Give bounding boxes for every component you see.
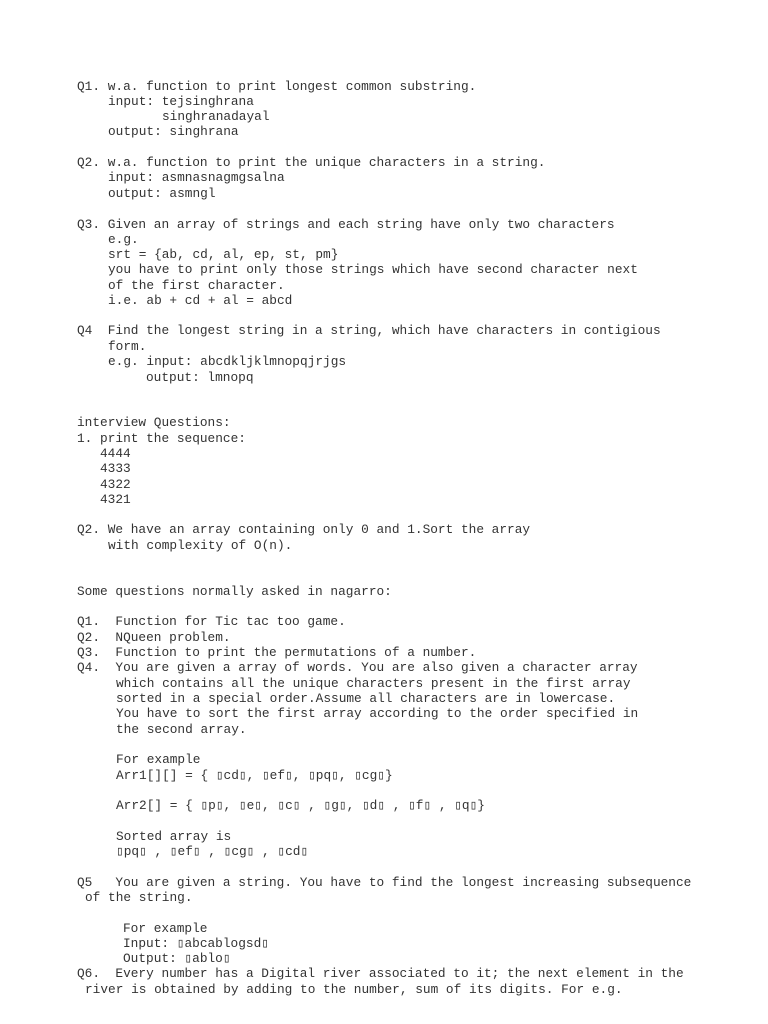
q4-input: e.g. input: abcdkljklmnopqjrjgs (108, 354, 347, 369)
q1-input-second: singhranadayal (162, 109, 270, 124)
q4-title: Q4 Find the longest string in a string, which have characters in contigious (77, 323, 661, 338)
q3-line-b: of the first character. (108, 278, 285, 293)
iq2-line: with complexity of O(n). (108, 538, 293, 553)
q3-eg: e.g. (108, 232, 139, 247)
nagarro-q4-line: which contains all the unique characters present in the first array (116, 676, 631, 691)
nagarro-q4: Q4. You are given a array of words. You are also given a character array (77, 660, 638, 675)
nagarro-q5-input: Input: ▯abcablogsd▯ (123, 936, 269, 951)
q1-title: Q1. w.a. function to print longest common substring. (77, 79, 477, 94)
nagarro-heading: Some questions normally asked in nagarro: (77, 584, 392, 599)
nagarro-q4-line: sorted in a special order.Assume all characters are in lowercase. (116, 691, 616, 706)
q1-input: input: tejsinghrana (108, 94, 254, 109)
iq1-seq-line: 4333 (100, 461, 131, 476)
q3-title: Q3. Given an array of strings and each string have only two characters (77, 217, 615, 232)
iq1-seq-line: 4321 (100, 492, 131, 507)
q4-output: output: lmnopq (146, 370, 254, 385)
q3-srt: srt = {ab, cd, al, ep, st, pm} (108, 247, 339, 262)
iq1-seq-line: 4444 (100, 446, 131, 461)
nagarro-q4-sorted-label: Sorted array is (116, 829, 232, 844)
nagarro-q6-line: river is obtained by adding to the number, sum of its digits. For e.g. (85, 982, 623, 997)
nagarro-q5: Q5 You are given a string. You have to find the longest increasing subsequence (77, 875, 692, 890)
q3-line-a: you have to print only those strings which have second character next (108, 262, 638, 277)
nagarro-q5-output: Output: ▯ablo▯ (123, 951, 231, 966)
nagarro-q4-line: the second array. (116, 722, 247, 737)
nagarro-q3: Q3. Function to print the permutations of a number. (77, 645, 477, 660)
nagarro-q4-line: You have to sort the first array according to the order specified in (116, 706, 639, 721)
nagarro-q4-sorted-values: ▯pq▯ , ▯ef▯ , ▯cg▯ , ▯cd▯ (116, 844, 309, 859)
q1-output: output: singhrana (108, 124, 239, 139)
interview-heading: interview Questions: (77, 415, 231, 430)
nagarro-q5-example: For example (123, 921, 208, 936)
q3-ie: i.e. ab + cd + al = abcd (108, 293, 293, 308)
iq2-title: Q2. We have an array containing only 0 and 1.Sort the array (77, 522, 531, 537)
nagarro-q2: Q2. NQueen problem. (77, 630, 231, 645)
nagarro-q1: Q1. Function for Tic tac too game. (77, 614, 346, 629)
q2-input: input: asmnasnagmgsalna (108, 170, 285, 185)
nagarro-q4-example: For example (116, 752, 201, 767)
q2-output: output: asmngl (108, 186, 216, 201)
q4-form: form. (108, 339, 147, 354)
nagarro-q6: Q6. Every number has a Digital river associated to it; the next element in the (77, 966, 684, 981)
iq1-title: 1. print the sequence: (77, 431, 246, 446)
iq1-seq-line: 4322 (100, 477, 131, 492)
nagarro-q5-line: of the string. (85, 890, 193, 905)
nagarro-q4-arr1: Arr1[][] = { ▯cd▯, ▯ef▯, ▯pq▯, ▯cg▯} (116, 768, 393, 783)
nagarro-q4-arr2: Arr2[] = { ▯p▯, ▯e▯, ▯c▯ , ▯g▯, ▯d▯ , ▯f▯ , ▯q▯} (116, 798, 485, 813)
q2-title: Q2. w.a. function to print the unique characters in a string. (77, 155, 546, 170)
